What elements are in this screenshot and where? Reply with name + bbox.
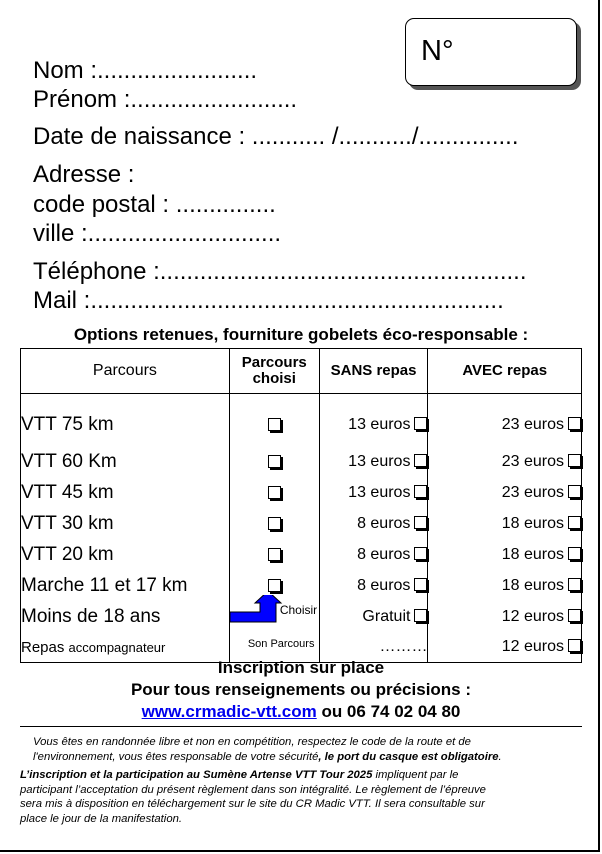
notice-p2-line4: place le jour de la manifestation.: [20, 812, 183, 825]
notice-casque-obligatoire: , le port du casque est obligatoire: [318, 750, 499, 763]
avec-checkbox[interactable]: [568, 609, 581, 622]
son-parcours-label: Son Parcours: [247, 638, 315, 650]
renseignements-line: Pour tous renseignements ou précisions :: [130, 680, 472, 699]
divider: [20, 726, 582, 727]
sans-price: 13 euros: [348, 483, 411, 501]
options-table: [20, 348, 582, 663]
parcours-checkbox[interactable]: [268, 455, 281, 468]
choisir-arrow-shape: [230, 595, 281, 622]
avec-price: 23 euros: [501, 416, 564, 433]
header-choisi-line2: choisi: [252, 370, 296, 387]
avec-checkbox[interactable]: [568, 417, 581, 430]
mail-field[interactable]: Mail :..............................................................: [33, 287, 504, 314]
adresse-field[interactable]: Adresse :: [33, 161, 135, 188]
notice-paragraph-1: [33, 735, 502, 764]
table-row: [21, 570, 582, 601]
header-avec-repas: AVEC repas: [428, 349, 582, 394]
sans-checkbox[interactable]: [414, 454, 427, 467]
row-name: VTT 60 Km: [21, 446, 230, 477]
phone-number: ou 06 74 02 04 80: [316, 702, 461, 721]
telephone-field[interactable]: Téléphone :.......................................................: [33, 258, 527, 285]
notice-p1-line2a: l'environnement, vous êtes responsable de votre sécurité: [33, 750, 319, 763]
notice-paragraph-2: [20, 768, 486, 826]
nom-field[interactable]: Nom :........................: [33, 57, 258, 84]
repas-checkbox[interactable]: [568, 639, 581, 652]
avec-checkbox[interactable]: [568, 516, 581, 529]
notice-event-name: L’inscription et la participation au Sumène Artense VTT Tour 2025: [20, 769, 373, 781]
notice-p2-line2: participant l’acceptation du présent règlement dans son intégralité. Le règlement de l’épreuve: [20, 783, 486, 796]
sans-price: Gratuit: [362, 607, 411, 625]
parcours-checkbox[interactable]: [268, 548, 281, 561]
header-sans-repas: SANS repas: [319, 349, 428, 394]
repas-sans-dots: ………: [379, 638, 428, 655]
parcours-checkbox[interactable]: [268, 486, 281, 499]
table-row: [21, 446, 582, 477]
accompagnateur-label: accompagnateur: [68, 639, 166, 655]
number-label: N°: [421, 35, 454, 67]
choisir-label: Choisir: [279, 603, 318, 617]
sans-checkbox[interactable]: [414, 547, 427, 560]
sans-price: 8 euros: [357, 576, 411, 594]
sans-price: 13 euros: [348, 416, 411, 433]
sans-checkbox[interactable]: [414, 485, 427, 498]
row-name: VTT 45 km: [21, 477, 230, 508]
table-row: [21, 477, 582, 508]
parcours-checkbox[interactable]: [268, 517, 281, 530]
notice-p2-line1b: impliquent par le: [372, 769, 459, 781]
table-header-row: [21, 349, 582, 394]
sans-checkbox[interactable]: [414, 516, 427, 529]
avec-price: 18 euros: [501, 514, 564, 532]
avec-price: 12 euros: [501, 607, 564, 625]
avec-price: 18 euros: [501, 576, 564, 594]
row-name: Marche 11 et 17 km: [21, 570, 230, 601]
avec-checkbox[interactable]: [568, 485, 581, 498]
parcours-checkbox[interactable]: [268, 579, 281, 592]
avec-price: 18 euros: [501, 545, 564, 563]
avec-price: 23 euros: [501, 483, 564, 501]
arrow-cell: [229, 601, 319, 632]
date-naissance-field[interactable]: Date de naissance : ........... /.........../...............: [33, 123, 519, 150]
notice-p2-line3: sera mis à disposition en téléchargement sur le site du CR Madic VTT. Il sera consultable sur: [20, 798, 485, 810]
code-postal-field[interactable]: code postal : ...............: [33, 191, 276, 218]
table-row: [21, 539, 582, 570]
row-name: VTT 30 km: [21, 508, 230, 539]
notice-p1-line2c: .: [498, 750, 502, 763]
website-link[interactable]: www.crmadic-vtt.com: [141, 702, 317, 721]
table-row: [21, 601, 582, 632]
notice-p1-line1: Vous êtes en randonnée libre et non en compétition, respectez le code de la route et de: [33, 736, 471, 748]
repas-avec-price: 12 euros: [501, 638, 564, 655]
row-name: Moins de 18 ans: [21, 601, 230, 632]
header-choisi-line1: Parcours: [241, 353, 307, 371]
row-name: VTT 20 km: [21, 539, 230, 570]
avec-price: 23 euros: [501, 452, 564, 470]
repas-label: Repas: [21, 638, 65, 656]
avec-checkbox[interactable]: [568, 547, 581, 560]
ville-field[interactable]: ville :.............................: [33, 220, 282, 247]
registration-number-box[interactable]: [405, 18, 577, 86]
table-row: [21, 394, 582, 447]
sans-checkbox[interactable]: [414, 417, 427, 430]
sans-checkbox[interactable]: [414, 609, 427, 622]
sans-price: 8 euros: [357, 514, 411, 532]
parcours-checkbox[interactable]: [268, 418, 281, 431]
inscription-sur-place: Inscription sur place: [217, 658, 385, 677]
options-title: Options retenues, fourniture gobelets éco-responsable :: [73, 325, 529, 344]
prenom-field[interactable]: Prénom :.........................: [33, 86, 298, 113]
sans-price: 8 euros: [357, 545, 411, 563]
header-parcours: Parcours: [21, 349, 230, 394]
contact-line: [0, 702, 602, 722]
table-row: [21, 508, 582, 539]
avec-checkbox[interactable]: [568, 578, 581, 591]
sans-price: 13 euros: [348, 452, 411, 470]
header-parcours-choisi: [229, 349, 319, 394]
avec-checkbox[interactable]: [568, 454, 581, 467]
row-name: VTT 75 km: [21, 394, 230, 447]
sans-checkbox[interactable]: [414, 578, 427, 591]
